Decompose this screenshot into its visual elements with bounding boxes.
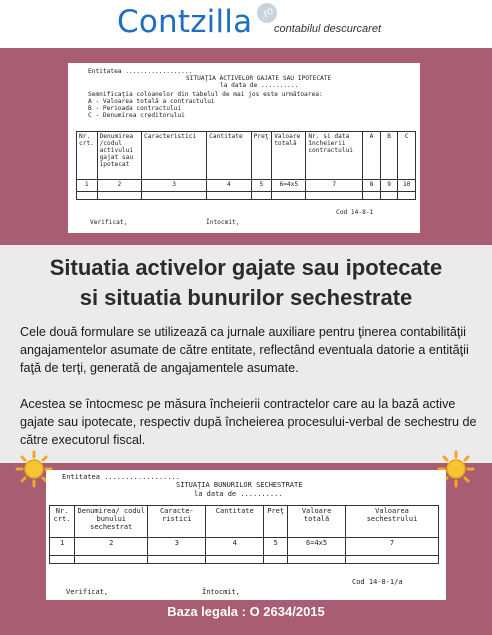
form2-drafted: Întocmit, — [202, 588, 240, 596]
form2-empty-cell — [50, 556, 75, 564]
form1-number-cell: 3 — [142, 180, 207, 192]
legal-basis: Baza legala : O 2634/2015 — [167, 604, 325, 619]
form1-number-cell: 2 — [97, 180, 141, 192]
form1-entity-line: Entitatea .................. — [88, 68, 193, 75]
form1-header-cell: Denumirea /codul activului gajat sau ipotecat — [97, 132, 141, 180]
form2-code: Cod 14-8-1/a — [352, 578, 403, 586]
form2-header-cell: Caracte- ristici — [148, 506, 206, 538]
form1-legend-c: C - Denumirea creditorului — [88, 112, 185, 119]
form1-header-cell: A — [363, 132, 381, 180]
form1-code: Cod 14-8-1 — [336, 209, 374, 216]
form1-empty-cell — [251, 192, 272, 200]
form1-header-cell: C — [398, 132, 416, 180]
form-assets-pledged — [68, 63, 420, 233]
form2-number-cell: 1 — [50, 538, 75, 556]
form1-number-cell: 1 — [77, 180, 98, 192]
form1-header-cell: Nr. crt. — [77, 132, 98, 180]
form1-legend-intro: Semnificaţia coloanelor din tabelul de mai jos este următoarea: — [88, 91, 323, 98]
form1-legend-b: B - Perioada contractului — [88, 105, 182, 112]
form1-empty-cell — [380, 192, 398, 200]
form1-number-cell: 7 — [306, 180, 363, 192]
form2-header-cell: Preţ — [264, 506, 288, 538]
form1-number-cell: 8 — [363, 180, 381, 192]
form2-empty-cell — [75, 556, 148, 564]
form1-header-cell: Cantitate — [207, 132, 251, 180]
form1-number-cell: 9 — [380, 180, 398, 192]
site-logo[interactable]: Contzilla — [117, 4, 253, 40]
form2-title: SITUAŢIA BUNURILOR SECHESTRATE — [176, 481, 303, 489]
form1-header-cell: Caracteristici — [142, 132, 207, 180]
form2-empty-cell — [346, 556, 439, 564]
form1-header-cell: Preţ — [251, 132, 272, 180]
form1-empty-cell — [306, 192, 363, 200]
form2-empty-cell — [206, 556, 264, 564]
form1-empty-cell — [398, 192, 416, 200]
form1-verified: Verificat, — [90, 219, 128, 226]
info-title — [0, 253, 492, 313]
form2-number-cell: 2 — [75, 538, 148, 556]
form2-date-line: la data de .......... — [194, 490, 283, 498]
form1-legend-a: A - Valoarea totală a contractului — [88, 98, 215, 105]
form-seized-goods — [46, 470, 446, 600]
form1-number-cell: 6=4x5 — [272, 180, 306, 192]
form1-header-cell: B — [380, 132, 398, 180]
form2-header-cell: Cantitate — [206, 506, 264, 538]
form1-number-cell: 10 — [398, 180, 416, 192]
form1-header-cell: Valoare totală — [272, 132, 306, 180]
form2-header-cell: Denumirea/ codul bunului sechestrat — [75, 506, 148, 538]
form2-number-cell: 3 — [148, 538, 206, 556]
form1-drafted: Întocmit, — [206, 219, 240, 226]
form1-empty-cell — [207, 192, 251, 200]
form2-empty-cell — [288, 556, 346, 564]
form2-number-cell: 5 — [264, 538, 288, 556]
form2-verified: Verificat, — [66, 588, 109, 596]
form1-title: SITUAŢIA ACTIVELOR GAJATE SAU IPOTECATE — [186, 75, 332, 82]
form2-empty-cell — [264, 556, 288, 564]
form2-header-cell: Nr. crt. — [50, 506, 75, 538]
site-header — [0, 0, 492, 48]
form2-number-cell: 6=4x5 — [288, 538, 346, 556]
form2-number-cell: 4 — [206, 538, 264, 556]
info-paragraph-2: Acestea se întocmesc pe măsura încheierii contractelor care au la bază active gajate sau ipotecate, respectiv după încheierea procesului-verbal de sechestru de către executorul fiscal. — [20, 397, 477, 447]
form1-number-cell: 4 — [207, 180, 251, 192]
form1-empty-cell — [77, 192, 98, 200]
info-title-line2: si situatia bunurilor sechestrate — [79, 285, 413, 310]
logo-badge: .ro — [253, 0, 280, 27]
form1-table — [76, 131, 416, 200]
info-panel — [0, 245, 492, 463]
info-title-line1: Situatia activelor gajate sau ipotecate — [49, 255, 443, 280]
form1-empty-cell — [363, 192, 381, 200]
form2-header-cell: Valoarea sechestrului — [346, 506, 439, 538]
form1-empty-cell — [142, 192, 207, 200]
site-tagline: contabilul descurcaret — [274, 23, 382, 35]
form2-table — [49, 505, 439, 564]
form2-header-cell: Valoare totală — [288, 506, 346, 538]
form1-header-cell: Nr. si data încheierii contractului — [306, 132, 363, 180]
form1-empty-cell — [272, 192, 306, 200]
info-paragraph-1: Cele două formulare se utilizează ca jurnale auxiliare pentru ţinerea contabilităţii angajamentelor asumate de către entitate, reflectând eventuala datorie a entităţii faţă de terţi, generată de angajamentele asumate. — [20, 325, 469, 375]
form2-empty-cell — [148, 556, 206, 564]
form1-date-line: la data de .......... — [220, 82, 299, 89]
form1-number-cell: 5 — [251, 180, 272, 192]
form2-number-cell: 7 — [346, 538, 439, 556]
form2-entity-line: Entitatea .................. — [62, 473, 181, 481]
form1-empty-cell — [97, 192, 141, 200]
